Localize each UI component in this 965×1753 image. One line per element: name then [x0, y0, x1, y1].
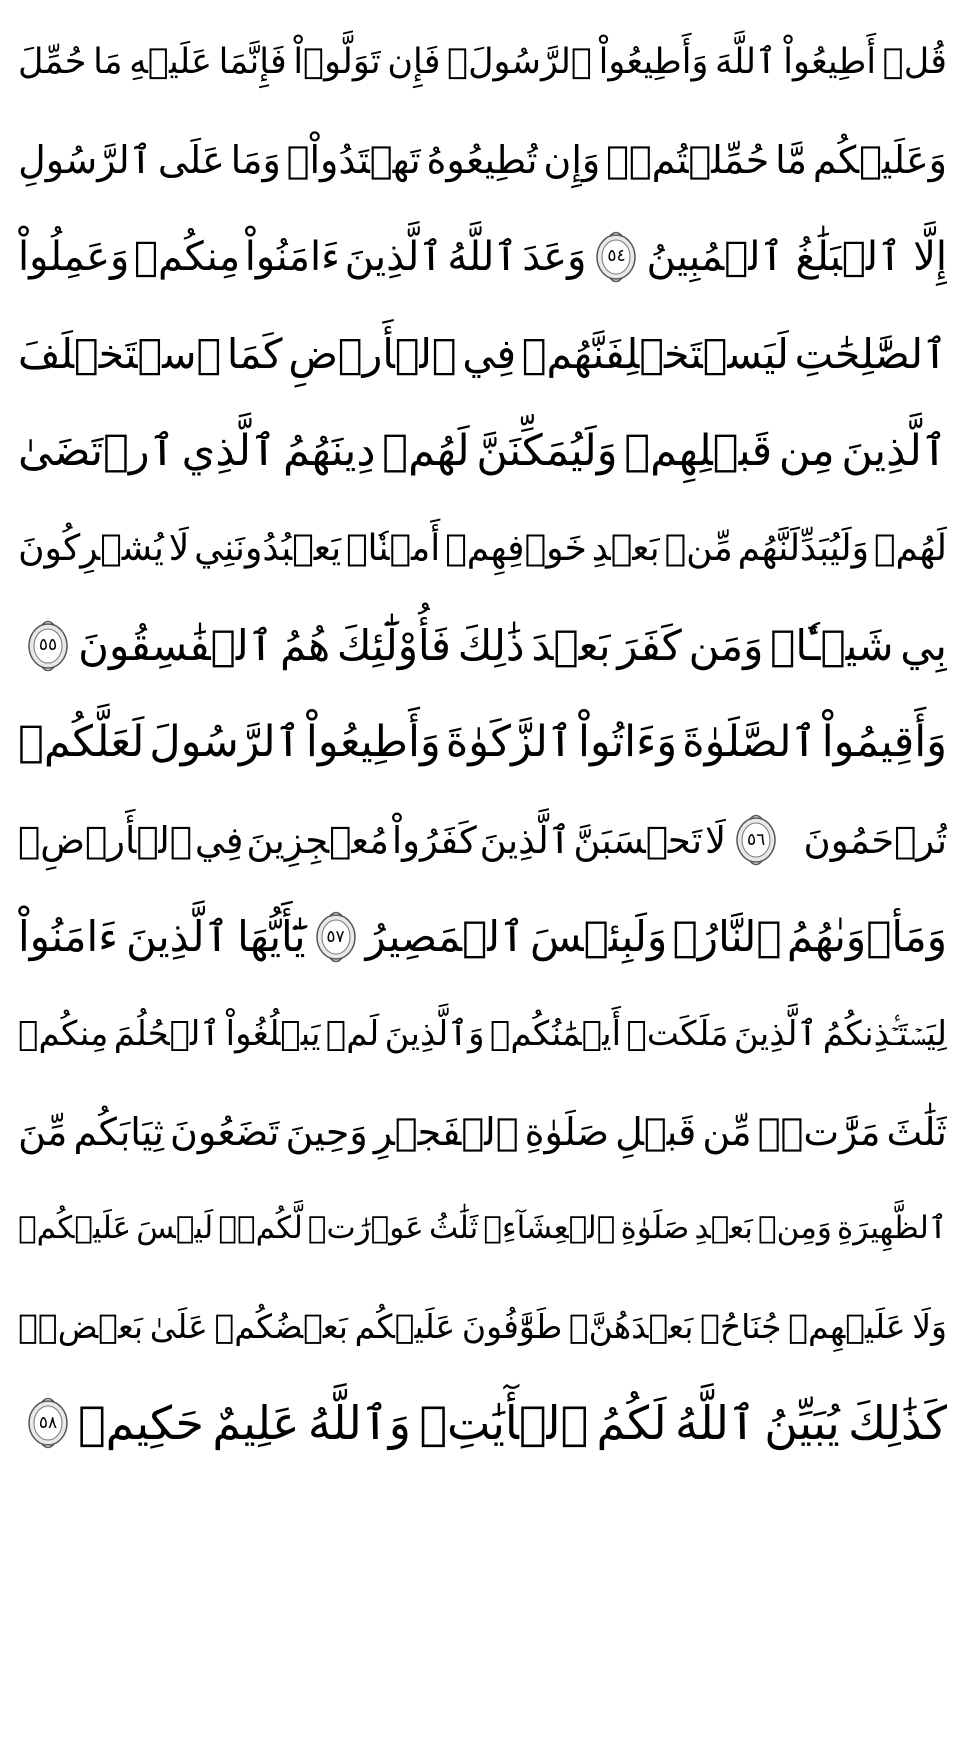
verse-word: فَإِن	[387, 42, 441, 83]
verse-word: ٱلَّذِينَ	[126, 912, 230, 962]
verse-word: وَمَن	[688, 620, 764, 670]
verse-word: ٱلصَّلَوٰةَ	[682, 717, 817, 768]
verse-word: مَلَكَتۡ	[626, 1014, 729, 1055]
verse-word: لَكُمُ	[596, 1396, 667, 1451]
verse-word: لَا	[168, 527, 190, 569]
verse-word: فِي	[194, 818, 244, 862]
verse-word: تُطِيعُوهُ	[426, 137, 538, 182]
verse-word: مُعۡجِزِينَ	[246, 818, 389, 862]
verse-line	[18, 403, 947, 500]
verse-word: حَكِيمٞ	[78, 1396, 204, 1451]
verse-word: عَلَيۡهِمۡ	[788, 1306, 906, 1346]
verse-word: قَبۡلِهِمۡ	[624, 425, 773, 476]
verse-word: أَطِيعُواْ	[783, 42, 877, 83]
verse-text	[18, 1109, 947, 1154]
verse-text	[365, 912, 947, 962]
verse-word: ثِيَابَكُم	[73, 1109, 164, 1154]
verse-word: وَأَطِيعُواْ	[598, 42, 709, 83]
verse-word: ٱلۡفَٰسِقُونَ	[78, 620, 274, 670]
ayah-end-marker	[594, 230, 638, 284]
verse-word: يَٰٓأَيُّهَا	[237, 912, 306, 962]
verse-word: خَوۡفِهِمۡ	[445, 527, 587, 569]
verse-line	[18, 792, 947, 889]
verse-line	[18, 208, 947, 305]
verse-word: عَلَى	[157, 137, 225, 182]
verse-word: لَمۡ	[325, 1014, 380, 1055]
verse-word: وَعَلَيۡكُم	[812, 137, 947, 182]
verse-text	[18, 527, 947, 569]
verse-word: أَمۡنٗاۚ	[345, 527, 441, 569]
verse-word: مَرَّٰتٖۚ	[757, 1109, 881, 1154]
verse-word: وَأَقِيمُواْ	[821, 717, 947, 768]
verse-word: وَأَطِيعُواْ	[305, 717, 441, 768]
verse-word: ٱلۡحُلُمَ	[113, 1014, 221, 1055]
verse-text	[18, 137, 947, 182]
verse-word: ٱسۡتَخۡلَفَ	[18, 329, 222, 378]
verse-text	[18, 42, 947, 83]
verse-text	[18, 1210, 947, 1247]
verse-word: يَعۡبُدُونَنِي	[194, 527, 342, 569]
verse-word: دِينَهُمُ	[282, 425, 376, 476]
verse-line	[18, 889, 947, 986]
verse-text	[18, 912, 306, 962]
verse-word: ٱرۡتَضَىٰ	[18, 425, 175, 476]
verse-word: وَٱللَّهُ	[307, 1396, 411, 1451]
verse-word: وَٱلَّذِينَ	[384, 1014, 485, 1055]
verse-word: وَءَاتُواْ	[578, 717, 678, 768]
verse-word: مِنكُمۡ	[18, 1014, 109, 1055]
verse-text	[18, 1014, 947, 1055]
verse-word: تَوَلَّوۡاْ	[293, 42, 381, 83]
verse-word: وَمِنۢ	[758, 1210, 832, 1247]
verse-word: إِلَّا	[913, 233, 947, 280]
verse-line	[18, 1277, 947, 1374]
verse-word: فِي	[462, 329, 517, 378]
verse-word: لِيَسۡتَـٔۡذِنكُمُ	[822, 1014, 947, 1055]
ayah-end-marker	[26, 1396, 70, 1450]
verse-line	[18, 597, 947, 694]
verse-word: ٱلَّذِينَ	[841, 425, 947, 476]
verse-word: مِنكُمۡ	[133, 233, 241, 280]
verse-word: لَيۡسَ	[136, 1210, 214, 1247]
verse-word: مِّنۢ	[664, 527, 733, 569]
ayah-number: ٥٨	[38, 1412, 58, 1433]
verse-word: كَذَٰلِكَ	[848, 1396, 947, 1451]
verse-word: مَّا	[775, 137, 808, 182]
verse-word: عَلَىٰ	[149, 1306, 208, 1346]
verse-word: ٱلزَّكَوٰةَ	[445, 717, 573, 768]
verse-word: ٱلۡبَلَٰغُ	[795, 233, 902, 280]
verse-word: وَحِينَ	[285, 1109, 368, 1154]
verse-word: ٱلۡفَجۡرِ	[373, 1109, 519, 1154]
verse-word: ٱلرَّسُولِ	[18, 137, 152, 182]
verse-word: قَبۡلِ	[615, 1109, 697, 1154]
verse-word: صَلَوٰةِ	[620, 1210, 690, 1247]
verse-word: تَهۡتَدُواْۚ	[286, 137, 421, 182]
verse-word: لَهُمۡ	[873, 527, 947, 569]
verse-word: ٱلصَّٰلِحَٰتِ	[794, 329, 947, 378]
verse-word: مِّن	[702, 1109, 752, 1154]
verse-word: ٱلنَّارُۖ	[672, 912, 782, 962]
verse-word: ٱلۡأٓيَٰتِۗ	[419, 1396, 589, 1451]
verse-line	[18, 1180, 947, 1277]
verse-text	[18, 717, 947, 768]
verse-word: حُمِّلۡتُمۡۖ	[606, 137, 770, 182]
verse-word: أَيۡمَٰنُكُمۡ	[489, 1014, 622, 1055]
verse-text	[78, 620, 947, 670]
verse-line	[18, 14, 947, 111]
verse-word: صَلَوٰةِ	[524, 1109, 609, 1154]
verse-word: تَضَعُونَ	[170, 1109, 280, 1154]
verse-word: ءَامَنُواْ	[244, 233, 340, 280]
ayah-number: ٥٤	[607, 246, 626, 267]
verse-word: وَمَا	[230, 137, 281, 182]
verse-word: حُمِّلَ	[18, 42, 87, 83]
verse-word: ٱلرَّسُولَ	[149, 717, 301, 768]
verse-word: يُبَيِّنُ	[764, 1396, 840, 1451]
verse-line	[18, 694, 947, 791]
ayah-number: ٥٦	[747, 829, 766, 850]
verse-word: ذَٰلِكَ	[457, 620, 525, 670]
verse-word: وَلَيُبَدِّلَنَّهُم	[737, 527, 870, 569]
verse-word: فَأُوْلَٰٓئِكَ	[336, 620, 451, 670]
verse-word: وَلَيُمَكِّنَنَّ	[476, 425, 618, 476]
ayah-end-marker	[26, 619, 70, 673]
verse-word: بَعۡضُكُمۡ	[214, 1306, 348, 1346]
verse-word: ٱللَّهُ	[674, 1396, 756, 1451]
verse-word: لَيَسۡتَخۡلِفَنَّهُمۡ	[521, 329, 789, 378]
verse-word: لَّكُمۡۚ	[218, 1210, 303, 1247]
verse-word: ٱلَّذِينَ	[733, 1014, 818, 1055]
ayah-end-marker	[314, 910, 358, 964]
verse-word: مِن	[778, 425, 835, 476]
verse-word: ٱلۡمُبِينُ	[646, 233, 784, 280]
verse-word: بَعۡدَ	[531, 620, 611, 670]
verse-text	[18, 818, 727, 862]
verse-word: كَفَرَ	[617, 620, 682, 670]
verse-text	[18, 233, 587, 280]
verse-word: عَوۡرَٰتٖ	[307, 1210, 424, 1247]
verse-word: وَلَبِئۡسَ	[530, 912, 668, 962]
verse-word: ٱلَّذِينَ	[344, 233, 443, 280]
verse-word: تُرۡحَمُونَ	[803, 818, 947, 862]
verse-word: عَلَيۡكُمۡ	[18, 1210, 132, 1247]
verse-word: بَعۡدِ	[591, 527, 660, 569]
verse-text	[18, 425, 947, 476]
verse-word: كَفَرُواْ	[391, 818, 477, 862]
verse-word: ٱلَّذِي	[181, 425, 277, 476]
verse-line	[18, 1375, 947, 1472]
verse-word: وَعَمِلُواْ	[18, 233, 130, 280]
verse-word: يَبۡلُغُواْ	[225, 1014, 321, 1055]
verse-word: بَعۡدِ	[694, 1210, 753, 1247]
ayah-number: ٥٥	[38, 635, 58, 656]
verse-word: وَلَا	[912, 1306, 947, 1346]
verse-word: يُشۡرِكُونَ	[18, 527, 164, 569]
verse-text	[786, 818, 947, 862]
verse-line	[18, 306, 947, 403]
verse-word: مَا	[93, 42, 123, 83]
verse-word: عَلَيۡكُم	[354, 1306, 456, 1346]
verse-word: عَلِيمٌ	[212, 1396, 300, 1451]
verse-line	[18, 1083, 947, 1180]
verse-word: ثَلَٰثُ	[428, 1210, 479, 1247]
verse-text	[18, 1306, 947, 1346]
verse-word: لَهُمۡ	[382, 425, 470, 476]
verse-text	[646, 233, 947, 280]
verse-word: ٱللَّهَ	[715, 42, 777, 83]
verse-word: لَعَلَّكُمۡ	[18, 717, 145, 768]
verse-text	[18, 329, 947, 378]
verse-word: جُنَاحُۢ	[700, 1306, 782, 1346]
verse-word: ٱلظَّهِيرَةِ	[836, 1210, 947, 1247]
verse-word: بِي	[900, 620, 947, 670]
verse-word: وَمَأۡوَىٰهُمُ	[786, 912, 947, 962]
verse-word: ٱلۡعِشَآءِۚ	[483, 1210, 616, 1247]
verse-word: ٱللَّهُ	[447, 233, 518, 280]
verse-word: مِّنَ	[18, 1109, 68, 1154]
verse-word: ٱلَّذِينَ	[479, 818, 571, 862]
verse-word: طَوَّٰفُونَ	[461, 1306, 563, 1346]
verse-word: كَمَا	[226, 329, 283, 378]
ayah-end-marker	[734, 813, 778, 867]
verse-word: بَعۡدَهُنَّۚ	[568, 1306, 694, 1346]
verse-word: ٱلۡأَرۡضِۚ	[18, 818, 193, 862]
verse-text	[78, 1396, 947, 1451]
verse-word: ثَلَٰثَ	[886, 1109, 947, 1154]
verse-word: شَيۡـٔٗاۚ	[770, 620, 894, 670]
verse-word: وَعَدَ	[522, 233, 587, 280]
verse-word: ٱلرَّسُولَۖ	[447, 42, 592, 83]
verse-word: ٱلۡمَصِيرُ	[365, 912, 525, 962]
verse-word: قُلۡ	[882, 42, 947, 83]
verse-word: لَا	[705, 818, 727, 862]
verse-line	[18, 500, 947, 597]
verse-line	[18, 111, 947, 208]
verse-word: هُمُ	[280, 620, 331, 670]
verse-word: ءَامَنُواْ	[18, 912, 118, 962]
verse-word: تَحۡسَبَنَّ	[573, 818, 703, 862]
ayah-number: ٥٧	[326, 926, 345, 947]
verse-word: فَإِنَّمَا	[218, 42, 287, 83]
verse-line	[18, 986, 947, 1083]
verse-word: وَإِن	[543, 137, 601, 182]
verse-word: عَلَيۡهِ	[129, 42, 212, 83]
verse-word: بَعۡضٖۚ	[18, 1306, 144, 1346]
verse-word: ٱلۡأَرۡضِ	[288, 329, 457, 378]
